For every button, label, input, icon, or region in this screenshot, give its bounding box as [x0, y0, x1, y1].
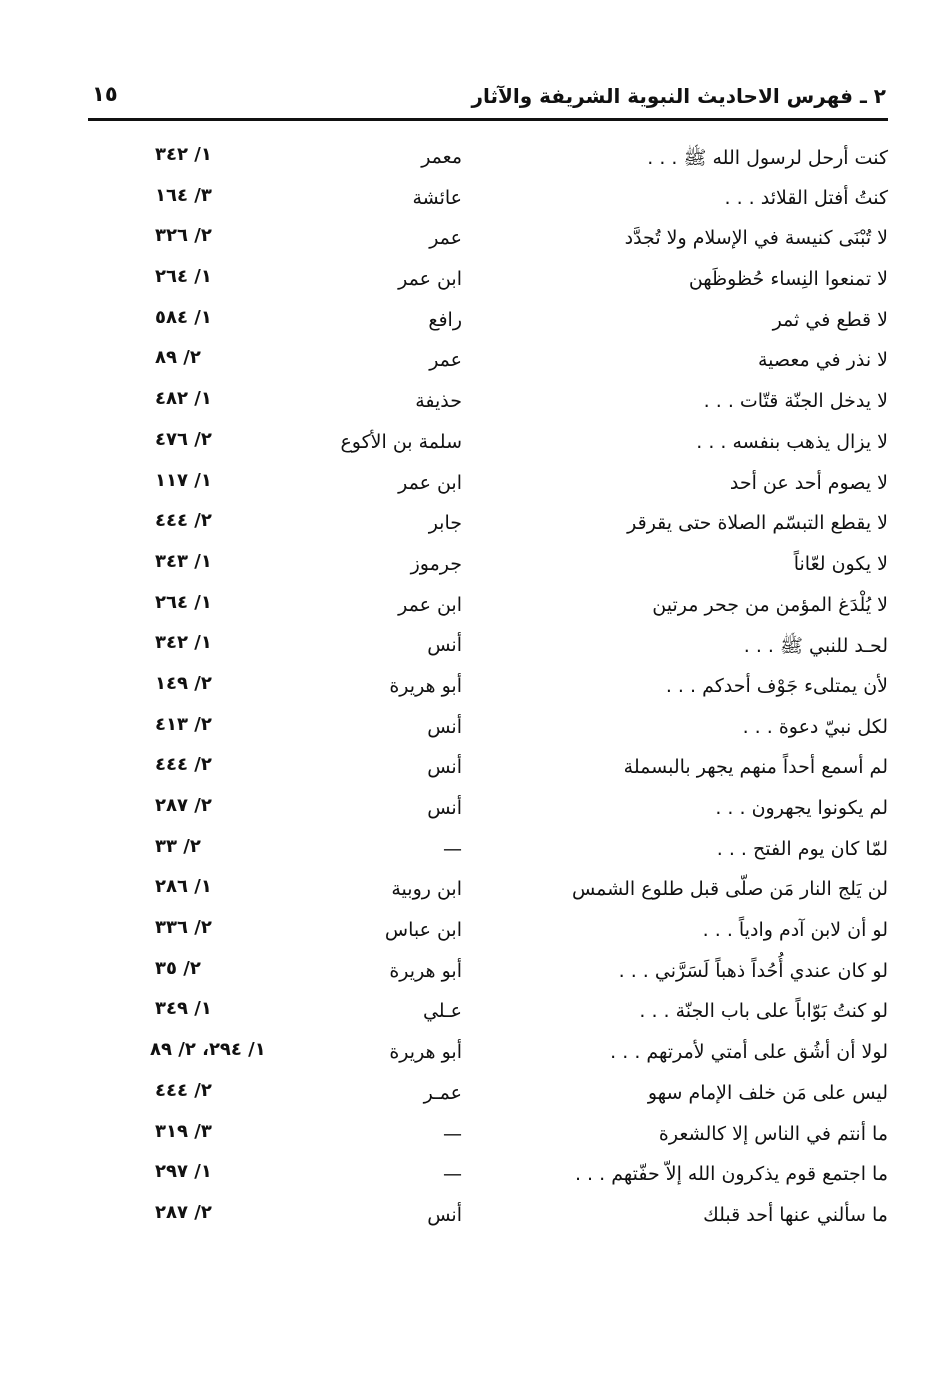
narrator: —	[443, 837, 462, 860]
narrator: ابن عباس	[384, 919, 462, 942]
index-row	[0, 1076, 940, 1117]
index-row	[0, 547, 940, 588]
index-row	[0, 954, 940, 995]
volume-page-reference: ٢/ ٨٩	[155, 347, 201, 369]
hadith-text: لا يصوم أحد عن أحد	[729, 471, 888, 494]
index-row	[0, 628, 940, 669]
hadith-text: ما سألني عنها أحد قبلك	[703, 1203, 888, 1226]
index-row	[0, 466, 940, 507]
index-row	[0, 425, 940, 466]
volume-page-reference: ١/ ٢٩٧	[155, 1161, 212, 1183]
hadith-text: كنت أرحل لرسول الله ﷺ . . .	[647, 147, 888, 169]
hadith-text: لا يقطع التبسّم الصلاة حتى يقرقر	[627, 512, 888, 535]
index-row	[0, 832, 940, 873]
hadith-text: لا قطع في ثمر	[772, 308, 888, 331]
volume-page-reference: ١/ ٣٤٣	[155, 550, 212, 572]
hadith-text: لولا أن أشُق على أمتي لأمرتهم . . .	[610, 1041, 888, 1064]
volume-page-reference: ١/ ٢٦٤	[155, 266, 212, 288]
index-row	[0, 262, 940, 303]
index-row	[0, 710, 940, 751]
volume-page-reference: ٢/ ٢٨٧	[155, 795, 212, 816]
narrator: —	[443, 1122, 462, 1145]
volume-page-reference: ٣/ ٣١٩	[155, 1120, 212, 1142]
index-row	[0, 994, 940, 1035]
page-title: ٢ ـ فهرس الاحاديث النبوية الشريفة والآثار	[471, 84, 886, 108]
narrator: عمر	[429, 227, 462, 250]
hadith-text: لن يَلج النار مَن صلّى قبل طلوع الشمس	[571, 878, 888, 901]
volume-page-reference: ٢/ ٤١٣	[155, 713, 212, 735]
volume-page-reference: ٢/ ٤٧٦	[155, 428, 212, 450]
index-row	[0, 1198, 940, 1239]
narrator: أنس	[427, 1203, 462, 1226]
hadith-text: لا يُلْدَغ المؤمن من جحر مرتين	[652, 593, 888, 616]
narrator: جابر	[428, 512, 462, 535]
volume-page-reference: ١/ ٢٦٤	[155, 591, 212, 613]
volume-page-reference: ١/ ٢٩٤، ٢/ ٨٩	[150, 1039, 266, 1061]
volume-page-reference: ٢/ ١٤٩	[155, 672, 212, 694]
hadith-text: لو أن لابن آدم وادياً . . .	[702, 919, 888, 942]
index-row	[0, 1117, 940, 1158]
index-row	[0, 221, 940, 262]
narrator: أبو هريرة	[389, 1041, 462, 1064]
hadith-text: لا تُبْنَى كنيسة في الإسلام ولا تُجدَّد	[624, 227, 888, 250]
volume-page-reference: ٢/ ٤٤٤	[155, 510, 212, 532]
index-row	[0, 303, 940, 344]
index-row	[0, 181, 940, 222]
narrator: ابن روبية	[391, 878, 462, 901]
volume-page-reference: ٢/ ٣٣	[155, 835, 201, 857]
volume-page-reference: ٢/ ٢٨٧	[155, 1201, 212, 1223]
index-row	[0, 588, 940, 629]
narrator: سلمة بن الأكوع	[340, 430, 462, 453]
volume-page-reference: ٢/ ٣٣٦	[155, 917, 212, 939]
hadith-text: لا يكون لعّاناً	[793, 552, 888, 575]
index-row	[0, 343, 940, 384]
index-row	[0, 384, 940, 425]
volume-page-reference: ٢/ ٤٤٤	[155, 1079, 212, 1101]
volume-page-reference: ٢/ ٣٢٦	[155, 225, 212, 247]
narrator: عمر	[429, 349, 462, 372]
index-row	[0, 669, 940, 710]
volume-page-reference: ١/ ٣٤٢	[155, 144, 212, 165]
hadith-text: لم أسمع أحداً منهم يجهر بالبسملة	[623, 756, 888, 779]
narrator: أنس	[427, 634, 462, 657]
volume-page-reference: ١/ ٣٤٢	[155, 632, 212, 654]
narrator: ابن عمر	[398, 268, 462, 291]
narrator: ابن عمر	[398, 471, 462, 494]
volume-page-reference: ٢/ ٤٤٤	[155, 754, 212, 776]
hadith-text: لا يدخل الجنّة قتّات . . .	[703, 390, 888, 413]
page-number: ١٥	[92, 82, 118, 106]
narrator: حذيفة	[415, 390, 462, 413]
narrator: أنس	[427, 756, 462, 779]
index-row	[0, 1157, 940, 1198]
hadith-index-list	[0, 140, 940, 1239]
index-row	[0, 140, 940, 181]
volume-page-reference: ٣/ ١٦٤	[155, 184, 212, 206]
index-row	[0, 872, 940, 913]
index-row	[0, 1035, 940, 1076]
narrator: معمر	[421, 146, 462, 168]
narrator: ابن عمر	[398, 593, 462, 616]
narrator: أبو هريرة	[389, 674, 462, 697]
hadith-text: لم يكونوا يجهرون . . .	[715, 797, 888, 819]
narrator: أنس	[427, 715, 462, 738]
hadith-text: لا نذر في معصية	[757, 349, 888, 372]
hadith-text: لحـد للنبي ﷺ . . .	[743, 635, 888, 658]
hadith-text: كنتُ أفتل القلائد . . .	[724, 186, 888, 209]
hadith-text: ليس على مَن خلف الإمام سهو	[647, 1081, 888, 1104]
index-row	[0, 506, 940, 547]
narrator: جرموز	[410, 552, 462, 575]
volume-page-reference: ١/ ١١٧	[155, 469, 212, 491]
hadith-text: لو كان عندي أُحُداً ذهباً لَسَرَّني . . .	[618, 959, 888, 982]
index-row	[0, 791, 940, 832]
index-row	[0, 750, 940, 791]
index-row	[0, 913, 940, 954]
narrator: —	[443, 1163, 462, 1186]
volume-page-reference: ٢/ ٣٥	[155, 957, 201, 979]
narrator: عائشة	[412, 186, 462, 209]
hadith-text: لو كنتُ بَوّاباً على باب الجنّة . . .	[639, 1000, 888, 1023]
narrator: عـلي	[422, 1000, 462, 1023]
hadith-text: لمّا كان يوم الفتح . . .	[716, 837, 888, 860]
volume-page-reference: ١/ ٣٤٩	[155, 998, 212, 1020]
narrator: أبو هريرة	[389, 959, 462, 982]
hadith-text: ما اجتمع قوم يذكرون الله إلاّ حفّتهم . . .	[574, 1163, 888, 1186]
hadith-text: لكل نبيّ دعوة . . .	[742, 715, 888, 738]
narrator: عمـر	[423, 1081, 462, 1104]
narrator: أنس	[427, 797, 462, 819]
volume-page-reference: ١/ ٥٨٤	[155, 306, 212, 328]
narrator: رافع	[428, 308, 462, 331]
page-header	[88, 78, 888, 121]
hadith-text: لا تمنعوا النِساء حُظوظَهن	[688, 268, 888, 291]
hadith-text: لأن يمتلىء جَوْف أحدكم . . .	[665, 674, 888, 697]
volume-page-reference: ١/ ٤٨٢	[155, 388, 212, 410]
hadith-text: لا يزال يذهب بنفسه . . .	[696, 430, 888, 453]
hadith-text: ما أنتم في الناس إلا كالشعرة	[658, 1122, 888, 1145]
volume-page-reference: ١/ ٢٨٦	[155, 876, 212, 898]
